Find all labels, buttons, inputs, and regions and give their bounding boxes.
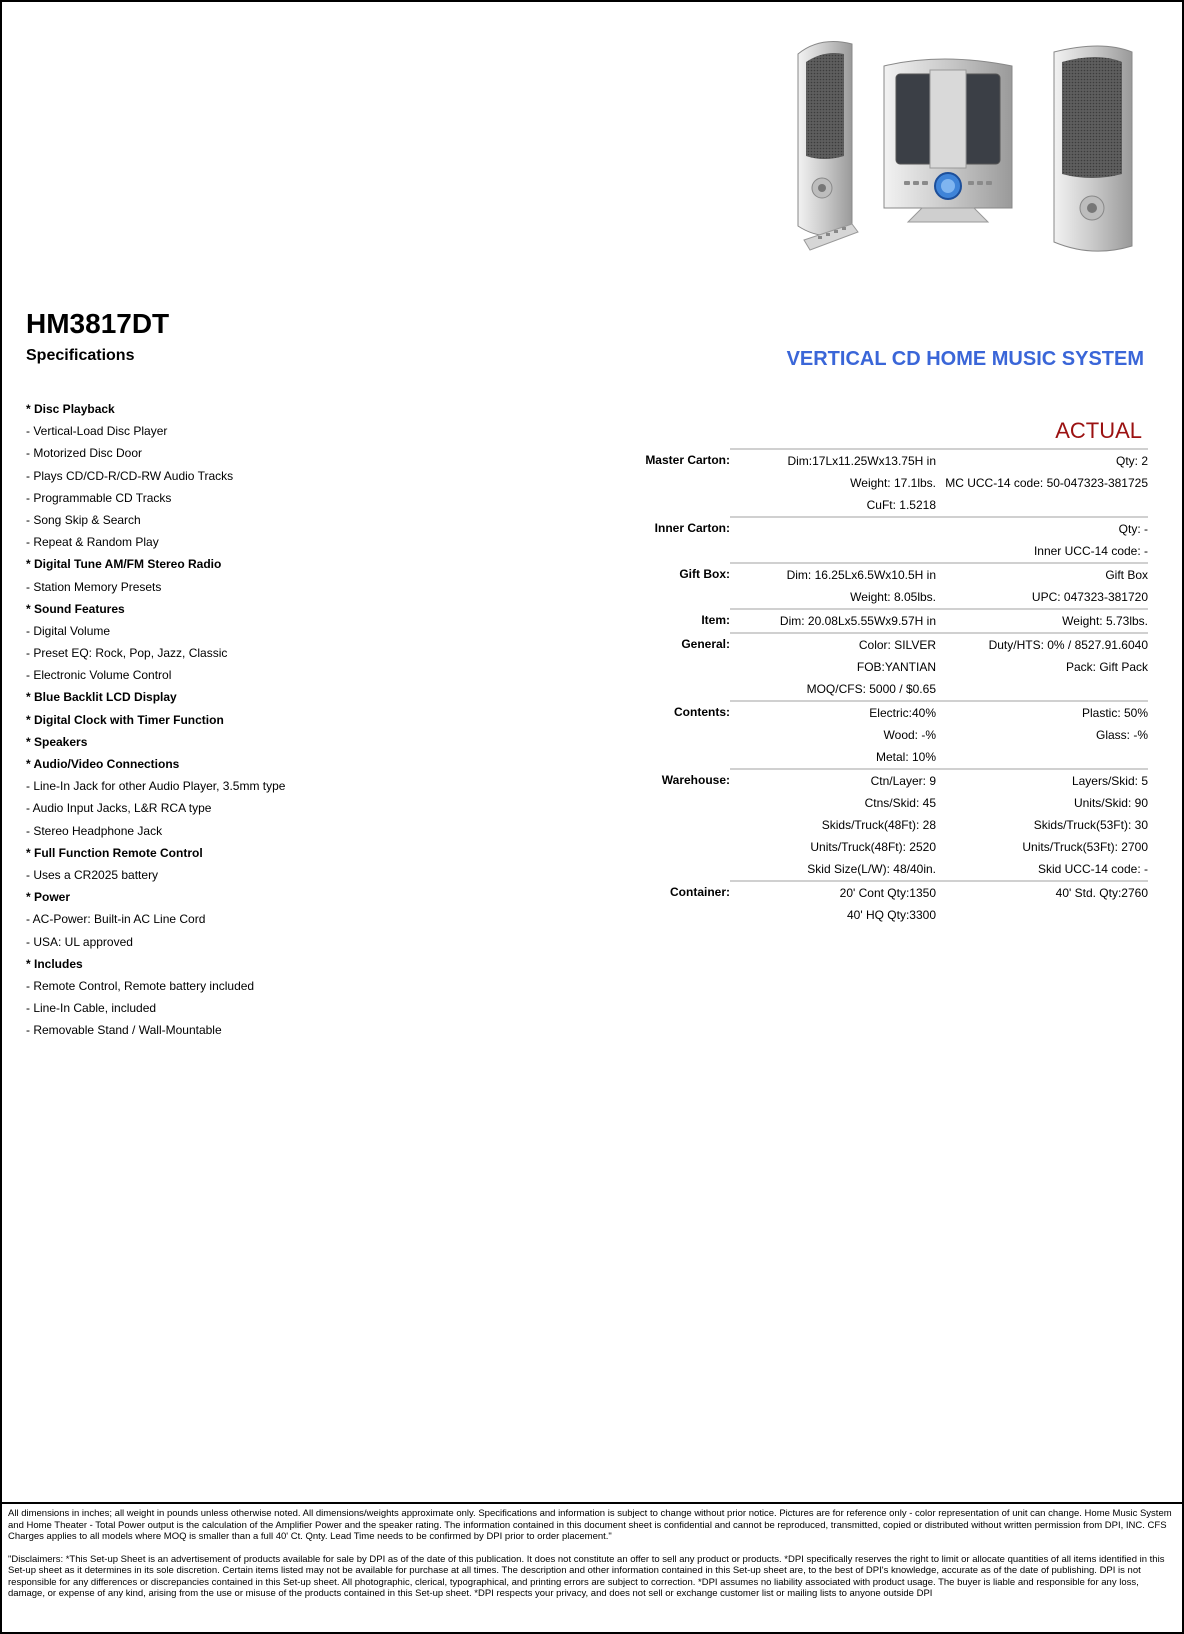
spec-heading: * Power [26,890,71,905]
packaging-value: MOQ/CFS: 5000 / $0.65 [806,682,936,696]
spec-item: - Electronic Volume Control [26,668,172,683]
packaging-value: Ctn/Layer: 9 [730,769,936,792]
packaging-value: Pack: Gift Pack [1065,660,1148,674]
packaging-row [602,472,1148,494]
packaging-label [602,494,730,517]
spec-item: - Remote Control, Remote battery included [26,978,255,993]
packaging-value: Skids/Truck(48Ft): 28 [821,818,936,832]
packaging-value: Inner UCC-14 code: - [1033,544,1148,558]
packaging-value: Skids/Truck(53Ft): 30 [1033,818,1148,832]
spec-item: - Removable Stand / Wall-Mountable [26,1023,222,1038]
spec-heading: * Speakers [26,734,88,749]
packaging-value [936,678,1148,701]
packaging-value: Duty/HTS: 0% / 8527.91.6040 [936,633,1148,656]
packaging-value: FOB:YANTIAN [856,660,936,674]
packaging-label [602,904,730,926]
packaging-row [602,517,1148,540]
packaging-row [602,563,1148,586]
spec-item: - Programmable CD Tracks [26,490,172,505]
packaging-row [602,814,1148,836]
packaging-row [602,792,1148,814]
actual-label: ACTUAL [1055,418,1142,443]
packaging-row [602,881,1148,904]
spec-heading: * Full Function Remote Control [26,845,203,860]
packaging-row [602,858,1148,881]
spec-heading: * Blue Backlit LCD Display [26,690,177,705]
packaging-label [602,586,730,609]
spec-item: - Station Memory Presets [26,579,162,594]
spec-heading: * Digital Tune AM/FM Stereo Radio [26,557,222,572]
packaging-value: Plastic: 50% [936,701,1148,724]
packaging-label: Inner Carton: [654,521,730,535]
packaging-value: Dim: 20.08Lx5.55Wx9.57H in [730,609,936,633]
packaging-label: Container: [670,885,730,899]
packaging-label [602,792,730,814]
packaging-value [730,540,936,563]
spec-heading: * Includes [26,956,83,971]
packaging-row [602,724,1148,746]
footer-disclaimer: "Disclaimers: *This Set-up Sheet is an advertisement of products available for sale by DPI as of the date of this publication. It does not constitute an offer to sell any product or products. *DPI specifically reserves the right to limit or allocate quantities of all items identified in this Set-up sheet as it determines in its sole discretion. Certain items listed may not be available for purchase at all times. The description and other information contained in this Set-up sheet are, to the best of DPI's knowledge, accurate as of the date of publishing. DPI is not responsible for any differences or discrepancies contained in this Set-up sheet. All photographic, clerical, typographical, and printing errors are subject to correction. *DPI assumes no liability associated with product usage. The buyer is liable and responsible for any loss, damage, or expense of any kind, arising from the use or misuse of the products contained in this Set-up sheet. *DPI respects your privacy, and does not sell or exchange customer list or mailing lists to anyone outside DPI [8,1553,1165,1599]
packaging-value: Dim: 16.25Lx6.5Wx10.5H in [730,563,936,586]
packaging-row [602,609,1148,633]
packaging-value: Qty: 2 [936,449,1148,472]
spec-item: - AC-Power: Built-in AC Line Cord [26,912,206,927]
packaging-value [936,746,1148,769]
packaging-row [602,633,1148,656]
specifications-list [26,398,366,1041]
packaging-value: Skid Size(L/W): 48/40in. [807,862,936,876]
packaging-value: Electric:40% [730,701,936,724]
packaging-label: General: [681,637,730,651]
packaging-value: Weight: 17.1lbs. [850,476,936,490]
packaging-value: Gift Box [936,563,1148,586]
packaging-value: Color: SILVER [730,633,936,656]
packaging-label: Gift Box: [679,567,730,581]
spec-item: - Song Skip & Search [26,512,141,527]
packaging-label [602,472,730,494]
spec-heading: * Sound Features [26,601,125,616]
spec-item: - USA: UL approved [26,934,133,949]
packaging-row [602,678,1148,701]
spec-item: - Motorized Disc Door [26,446,143,461]
packaging-label [602,858,730,881]
packaging-value: Ctns/Skid: 45 [864,796,936,810]
spec-item: - Vertical-Load Disc Player [26,424,168,439]
left-speaker [798,42,852,236]
packaging-row [602,540,1148,563]
packaging-value [936,494,1148,517]
packaging-label [602,836,730,858]
packaging-label [602,746,730,769]
packaging-label [602,656,730,678]
packaging-value: CuFt: 1.5218 [866,498,936,512]
packaging-label: Master Carton: [645,453,730,467]
packaging-label [602,724,730,746]
main-unit [884,59,1012,222]
packaging-value [730,517,936,540]
product-image [792,36,1182,264]
packaging-row [602,586,1148,609]
model-number: HM3817DT [26,308,170,339]
packaging-row [602,494,1148,517]
packaging-label: Item: [701,613,730,627]
spec-heading: * Digital Clock with Timer Function [26,712,224,727]
packaging-value: Dim:17Lx11.25Wx13.75H in [730,449,936,472]
spec-item: - Repeat & Random Play [26,535,159,550]
packaging-label: Contents: [674,705,730,719]
packaging-value: Skid UCC-14 code: - [1037,862,1148,876]
packaging-value: Units/Skid: 90 [1073,796,1148,810]
packaging-value: UPC: 047323-381720 [1031,590,1148,604]
spec-item: - Line-In Jack for other Audio Player, 3.5mm type [26,779,286,794]
packaging-value: 20' Cont Qty:1350 [730,881,936,904]
packaging-value: Qty: - [936,517,1148,540]
packaging-row [602,656,1148,678]
packaging-value: Wood: -% [883,728,936,742]
packaging-label [602,678,730,701]
packaging-row [602,746,1148,769]
spec-item: - Plays CD/CD-R/CD-RW Audio Tracks [26,468,234,483]
packaging-row [602,836,1148,858]
spec-item: - Line-In Cable, included [26,1001,157,1016]
spec-item: - Digital Volume [26,623,111,638]
packaging-label: Warehouse: [661,773,730,787]
packaging-value: Metal: 10% [875,750,936,764]
specifications-heading: Specifications [26,347,135,364]
packaging-value: Units/Truck(48Ft): 2520 [810,840,936,854]
spec-item: - Uses a CR2025 battery [26,867,159,882]
spec-heading: * Disc Playback [26,402,115,416]
footer-notes [2,1502,1182,1611]
packaging-label [602,540,730,563]
spec-heading: * Audio/Video Connections [26,757,180,771]
packaging-value: 40' Std. Qty:2760 [936,881,1148,904]
spec-item: - Preset EQ: Rock, Pop, Jazz, Classic [26,646,228,661]
packaging-value: Units/Truck(53Ft): 2700 [1022,840,1148,854]
packaging-value [936,904,1148,926]
packaging-value: MC UCC-14 code: 50-047323-381725 [945,476,1148,490]
spec-item: - Audio Input Jacks, L&R RCA type [26,801,212,816]
packaging-value: Layers/Skid: 5 [936,769,1148,792]
packaging-row [602,769,1148,792]
right-speaker [1054,46,1132,251]
packaging-row [602,904,1148,926]
packaging-row [602,701,1148,724]
footer-note: All dimensions in inches; all weight in pounds unless otherwise noted. All dimensions/weights approximate only. Specifications and information is subject to change without prior notice. Pictures are for reference only - color representation of unit can change. Home Music System and Home Theater - Total Power output is the calculation of the Amplifier Power and the speaker rating. The information contained in this document sheet is confidential and cannot be reproduced, transmitted, copied or distributed without written permission from DPI, INC. CFS Charges applies to all models where MOQ is smaller than a full 40' Ct. Qnty. Lead Time needs to be confirmed by DPI prior to order placement." [8,1508,1172,1542]
packaging-value: 40' HQ Qty:3300 [846,908,936,922]
product-name: VERTICAL CD HOME MUSIC SYSTEM [786,348,1144,370]
spec-item: - Stereo Headphone Jack [26,823,163,838]
packaging-label [602,814,730,836]
packaging-value: Weight: 5.73lbs. [936,609,1148,633]
packaging-value: Weight: 8.05lbs. [850,590,936,604]
packaging-table [602,448,1148,926]
packaging-row [602,449,1148,472]
packaging-value: Glass: -% [1095,728,1148,742]
